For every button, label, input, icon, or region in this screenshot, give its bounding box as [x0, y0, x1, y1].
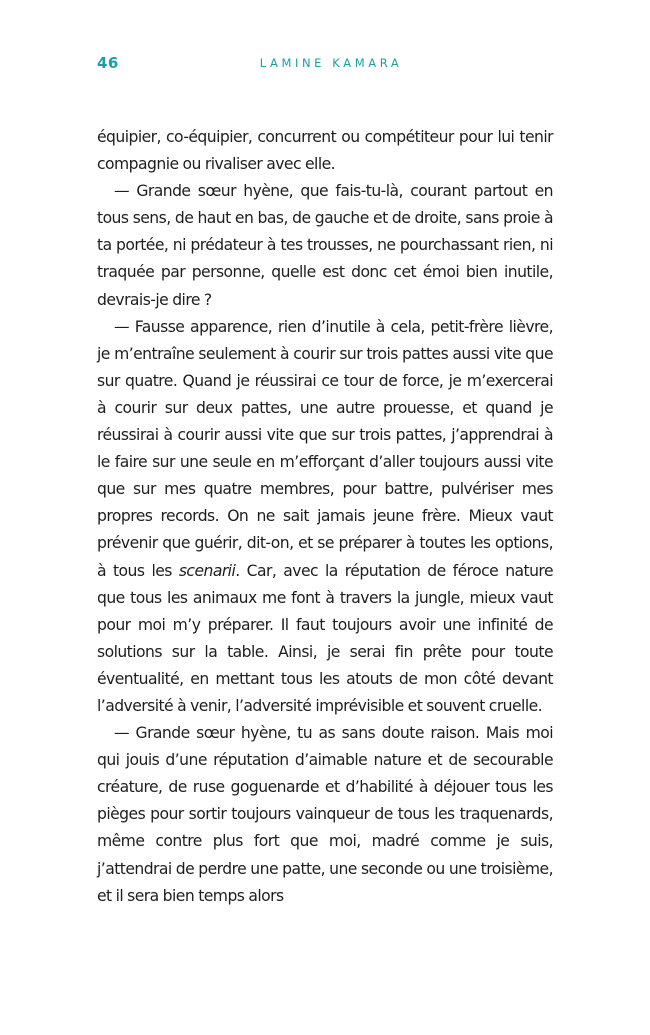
page-number: 46	[97, 54, 119, 72]
body-text	[97, 124, 553, 910]
italic-term: scenarii	[178, 561, 236, 580]
paragraph-text-after-italic: . Car, avec la réputation de féroce nature que tous les animaux me font à travers la jungle, mieux vaut pour moi m’y préparer. Il faut toujours avoir une infinité de solutions sur la table. Ainsi, je serai fin prête pour toute éventualité, en mettant tous les atouts de mon côté devant l’adversité à venir, l’adversité imprévisible et souvent cruelle.	[97, 561, 553, 715]
running-head	[97, 54, 553, 74]
paragraph-dialogue-hare-reply: — Grande sœur hyène, tu as sans doute raison. Mais moi qui jouis d’une réputation d’aimable nature et de secourable créature, de ruse goguenarde et d’habilité à déjouer tous les pièges pour sortir toujours vainqueur de tous les traquenards, même contre plus fort que moi, madré comme je suis, j’attendrai de perdre une patte, une seconde ou une troisième, et il sera bien temps alors	[97, 724, 553, 905]
paragraph-dialogue-hare: — Grande sœur hyène, que fais-tu-là, courant partout en tous sens, de haut en bas, de gauche et de droite, sans proie à ta portée, ni prédateur à tes trousses, ne pourchassant rien, ni traquée par personne, quelle est donc cet émoi bien inutile, devrais-je dire ?	[97, 182, 553, 309]
running-head-author: LAMINE KAMARA	[259, 56, 403, 70]
paragraph-dialogue-hyena	[97, 314, 553, 720]
paragraph-continuation: équipier, co-équipier, concurrent ou compétiteur pour lui tenir compagnie ou rivaliser avec elle.	[97, 128, 553, 174]
paragraph-text-before-italic: — Fausse apparence, rien d’inutile à cela, petit-frère lièvre, je m’entraîne seulement à courir sur trois pattes aussi vite que sur quatre. Quand je réussirai ce tour de force, je m’exercerai à courir sur deux pattes, une autre prouesse, et quand je réussirai à courir aussi vite que sur trois pattes, j’apprendrai à le faire sur une seule en m’efforçant d’aller toujours aussi vite que sur mes quatre membres, pour battre, pulvériser mes propres records. On ne sait jamais jeune frère. Mieux vaut prévenir que guérir, dit-on, et se préparer à toutes les options, à tous les	[97, 317, 553, 580]
